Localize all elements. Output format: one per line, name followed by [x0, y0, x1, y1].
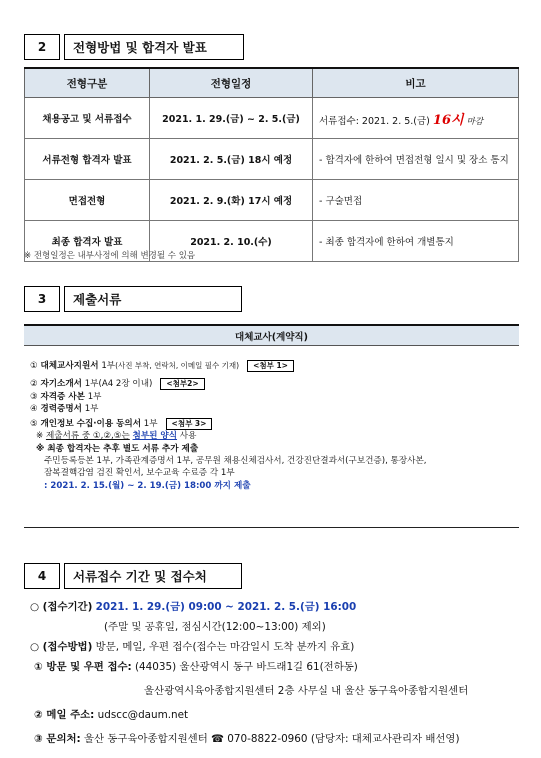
attachment-tag: <첨부 3> — [166, 418, 213, 430]
note-cell: - 합격자에 한하여 면접전형 일시 및 장소 통지 — [313, 139, 519, 180]
note-mark: ※ — [36, 431, 44, 442]
list-item — [30, 391, 520, 403]
stage-cell: 채용공고 및 서류접수 — [25, 98, 150, 139]
date-cell: 2021. 2. 9.(화) 17시 예정 — [150, 180, 313, 221]
section-3-header — [24, 286, 242, 312]
method-label: ○ (접수방법) — [30, 641, 93, 653]
item-desc: 1부 — [84, 403, 99, 414]
document-list — [30, 360, 520, 492]
note-highlight: 첨부된 양식 — [132, 431, 178, 442]
note-suffix: 마감 — [466, 116, 484, 127]
visit-address-detail: 울산광역시육아종합지원센터 2층 사무실 내 울산 동구육아종합지원센터 — [144, 685, 469, 697]
period-exclusion: (주말 및 공휴일, 점심시간(12:00~13:00) 제외) — [104, 621, 326, 633]
submission-info — [30, 597, 525, 749]
item-name: 자격증 사본 — [40, 391, 85, 402]
stage-cell: 면접전형 — [25, 180, 150, 221]
item-name: 개인정보 수집·이용 동의서 — [40, 419, 142, 430]
schedule-footnote: ※ 전형일정은 내부사정에 의해 변경될 수 있음 — [24, 251, 196, 261]
final-docs-line: 주민등록등본 1부, 가족관계증명서 1부, 공무원 채용신체검사서, 건강진단결과서(구보건증), 통장사본, — [44, 456, 427, 467]
note-prefix: 서류접수: 2021. 2. 5.(금) — [319, 115, 430, 127]
item-mark: ④ — [30, 403, 38, 414]
schedule-table — [24, 67, 519, 262]
item-mark: ② — [30, 379, 38, 390]
form-note — [30, 430, 520, 442]
method-line — [30, 637, 525, 657]
section-title: 서류접수 기간 및 접수처 — [64, 563, 242, 589]
note-suffix: 사용 — [179, 431, 197, 442]
item-desc: 1부 — [101, 361, 116, 371]
table-row — [25, 98, 519, 139]
date-cell: 2021. 2. 10.(수) — [150, 221, 313, 262]
period-value: 2021. 1. 29.(금) 09:00 ~ 2021. 2. 5.(금) 16:00 — [95, 601, 357, 613]
contact-value: 울산 동구육아종합지원센터 ☎ 070-8822-0960 (담당자: 대체교사관리자 배선영) — [84, 733, 460, 745]
table-row — [25, 139, 519, 180]
item-mark: ① — [30, 361, 38, 371]
item-name: 경력증명서 — [40, 403, 82, 414]
section-4-header — [24, 563, 242, 589]
section-title: 전형방법 및 합격자 발표 — [64, 34, 244, 60]
mail-label: ② 메일 주소: — [34, 709, 95, 721]
visit-label: ① 방문 및 우편 접수: — [34, 661, 132, 673]
item-name: 자기소개서 — [40, 379, 82, 390]
list-item — [30, 403, 520, 415]
item-name: 대체교사지원서 — [40, 361, 99, 371]
visit-line — [30, 657, 525, 677]
note-underlined: 제출서류 중 ①,②,⑤는 — [45, 431, 130, 442]
date-cell: 2021. 2. 5.(금) 18시 예정 — [150, 139, 313, 180]
column-header: 비고 — [313, 68, 519, 98]
item-mark: ⑤ — [30, 419, 38, 430]
list-item — [30, 378, 520, 390]
period-label: ○ (접수기간) — [30, 601, 93, 613]
column-header: 전형일정 — [150, 68, 313, 98]
date-cell: 2021. 1. 29.(금) ~ 2. 5.(금) — [150, 98, 313, 139]
column-header: 전형구분 — [25, 68, 150, 98]
section-title: 제출서류 — [64, 286, 242, 312]
table-header-row — [25, 68, 519, 98]
document-category-bar: 대체교사(계약직) — [24, 324, 519, 346]
submission-deadline: : 2021. 2. 15.(월) ~ 2. 19.(금) 18:00 까지 제출 — [44, 480, 251, 491]
list-item — [30, 360, 520, 372]
item-desc: 1부 — [87, 391, 102, 402]
section-number: 2 — [24, 34, 60, 60]
table-row — [25, 180, 519, 221]
item-desc: 1부 — [143, 419, 158, 430]
final-docs-note: ※ 최종 합격자는 추후 별도 서류 추가 제출 — [36, 443, 199, 454]
section-2-header — [24, 34, 244, 60]
divider — [24, 527, 519, 528]
note-cell: - 최종 합격자에 한하여 개별통지 — [313, 221, 519, 262]
deadline-time: 16시 — [432, 112, 464, 128]
note-cell — [313, 98, 519, 139]
contact-line — [30, 729, 525, 749]
list-item — [30, 418, 520, 430]
item-desc: 1부(A4 2장 이내) — [84, 379, 153, 390]
method-value: 방문, 메일, 우편 접수(접수는 마감일시 도착 분까지 유효) — [95, 641, 355, 653]
contact-label: ③ 문의처: — [34, 733, 81, 745]
stage-cell: 서류전형 합격자 발표 — [25, 139, 150, 180]
stage-cell: 최종 합격자 발표 — [25, 221, 150, 262]
mail-line — [30, 705, 525, 725]
section-number: 3 — [24, 286, 60, 312]
final-docs-line: 잠복결핵감염 검진 확인서, 보수교육 수료증 각 1부 — [44, 468, 235, 479]
item-mark: ③ — [30, 391, 38, 402]
item-desc-detail: (사진 부착, 연락처, 이메일 필수 기재) — [115, 361, 240, 370]
note-cell: - 구술면접 — [313, 180, 519, 221]
attachment-tag: <첨부 1> — [247, 360, 294, 372]
period-line — [30, 597, 525, 617]
attachment-tag: <첨부2> — [160, 378, 204, 390]
mail-address[interactable]: udscc@daum.net — [97, 709, 189, 721]
visit-address: (44035) 울산광역시 동구 바드래1길 61(전하동) — [135, 661, 358, 673]
section-number: 4 — [24, 563, 60, 589]
